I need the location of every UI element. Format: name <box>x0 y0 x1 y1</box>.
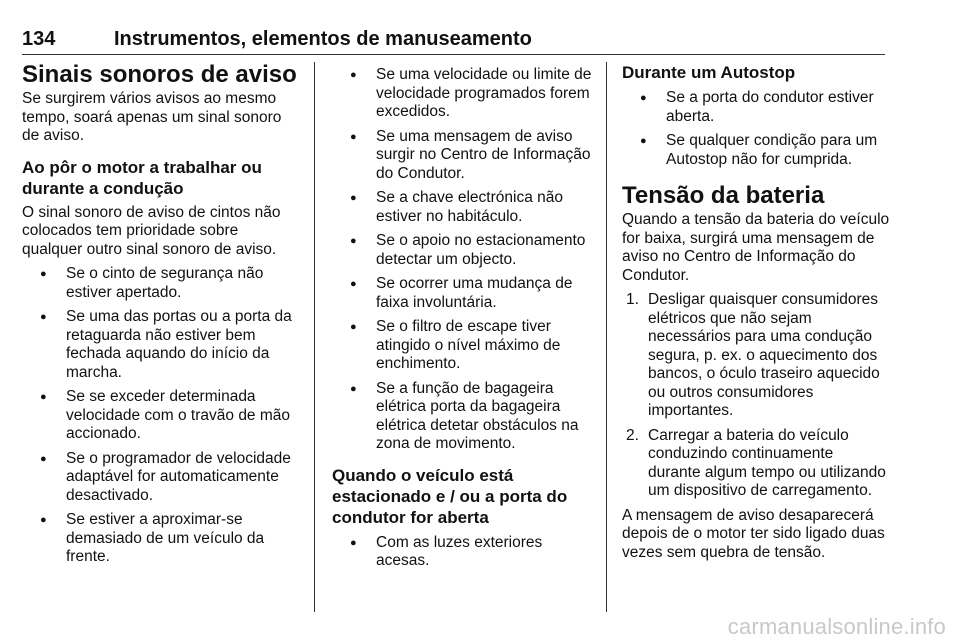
bullet-list-parked <box>332 534 597 571</box>
list-item: ● Se estiver a aproximar-se demasiado de um veículo da frente. <box>22 511 302 567</box>
intro-paragraph: Se surgirem vários avisos ao mesmo tempo, soará apenas um sinal sonoro de aviso. <box>22 90 282 144</box>
bullet-list-autostop <box>622 89 890 169</box>
column-divider <box>606 62 607 612</box>
list-item: ● Se o apoio no estacionamento detectar um objecto. <box>332 232 597 269</box>
subheading-parked: Quando o veículo está estacionado e / ou a porta do condutor for aberta <box>332 465 568 527</box>
section-heading-battery-voltage: Tensão da bateria <box>622 182 825 209</box>
closing-paragraph: A mensagem de aviso desaparecerá depois de o motor ter sido ligado duas vezes sem quebra de tensão. <box>622 506 885 561</box>
battery-paragraph: Quando a tensão da bateria do veículo for baixa, surgirá uma mensagem de aviso no Centro de Informação do Condutor. <box>622 211 890 284</box>
step-text: Carregar a bateria do veículo conduzindo continuamente durante algum tempo ou utilizando um dispositivo de carregamento. <box>648 426 886 499</box>
column-2 <box>332 62 597 577</box>
watermark: carmanualsonline.info <box>727 614 946 639</box>
column-divider <box>314 62 315 612</box>
page-header <box>22 28 885 55</box>
list-item: ● Se qualquer condição para um Autostop não for cumprida. <box>622 132 890 169</box>
seatbelt-paragraph: O sinal sonoro de aviso de cintos não colocados tem prioridade sobre qualquer outro sinal sonoro de aviso. <box>22 203 281 258</box>
subheading-engine-start: Ao pôr o motor a trabalhar ou durante a condução <box>22 157 262 198</box>
bullet-list-driving <box>22 265 302 567</box>
page-number: 134 <box>22 28 56 50</box>
page-title: Instrumentos, elementos de manuseamento <box>114 28 532 50</box>
list-item <box>622 291 890 421</box>
list-item: ● Se uma das portas ou a porta da retaguarda não estiver bem fechada aquando do início da marcha. <box>22 308 302 382</box>
list-item <box>622 427 890 501</box>
list-item: ● Se uma velocidade ou limite de velocidade programados forem excedidos. <box>332 66 597 122</box>
list-item: ● Se o filtro de escape tiver atingido o nível máximo de enchimento. <box>332 318 597 374</box>
subheading-autostop: Durante um Autostop <box>622 63 796 82</box>
column-1 <box>22 62 302 573</box>
column-3 <box>622 62 890 562</box>
list-item: ● Se se exceder determinada velocidade com o travão de mão accionado. <box>22 388 302 444</box>
list-item: ● Se a porta do condutor estiver aberta. <box>622 89 890 126</box>
step-number: 2. <box>626 426 639 444</box>
list-item: ● Se a chave electrónica não estiver no habitáculo. <box>332 189 597 226</box>
list-item: ● Se o cinto de segurança não estiver apertado. <box>22 265 302 302</box>
step-number: 1. <box>626 291 639 308</box>
list-item: ● Se uma mensagem de aviso surgir no Centro de Informação do Condutor. <box>332 128 597 184</box>
step-text: Desligar quaisquer consumidores elétricos que não sejam necessários para uma condução segura, p. ex. o aquecimento dos bancos, o óculo traseiro aquecido ou outros consumidores importantes. <box>648 291 880 419</box>
list-item: ● Se o programador de velocidade adaptável for automaticamente desactivado. <box>22 450 302 506</box>
section-heading-warning-chimes: Sinais sonoros de aviso <box>22 61 297 88</box>
list-item: ● Se a função de bagageira elétrica porta da bagageira elétrica detetar obstáculos na zona de movimento. <box>332 380 597 454</box>
list-item: ● Com as luzes exteriores acesas. <box>332 534 597 571</box>
numbered-steps <box>622 291 890 501</box>
list-item: ● Se ocorrer uma mudança de faixa involuntária. <box>332 275 597 312</box>
bullet-list-driving-cont <box>332 66 597 454</box>
